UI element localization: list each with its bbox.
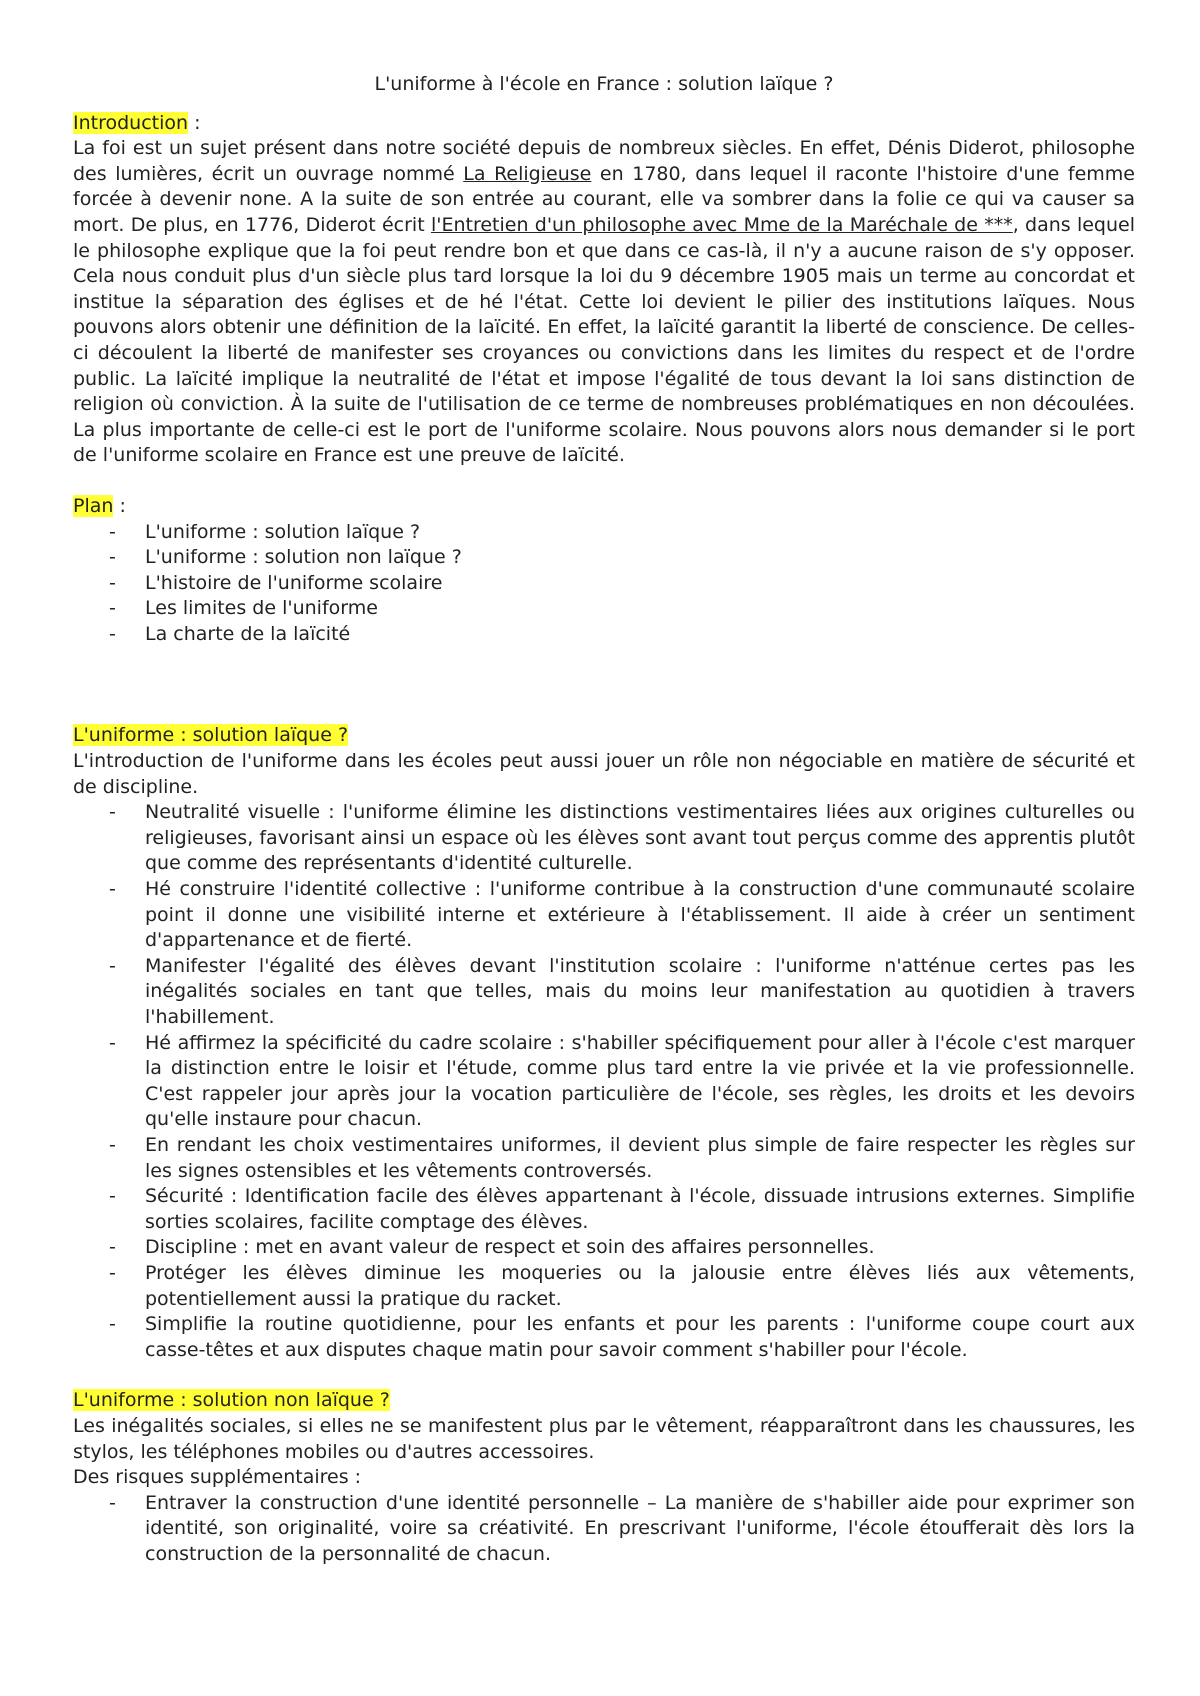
plan-item-text: L'uniforme : solution non laïque ? bbox=[145, 546, 462, 569]
dash-bullet: - bbox=[109, 1236, 116, 1259]
list-item bbox=[73, 1031, 1135, 1133]
intro-text-part2: en 1780, dans lequel il raconte l'histoire d'une femme forcée à devenir none. A la suite de son entrée au courant, elle va sombrer dans la folie ce qui va causer sa mort. De plus, en 1776, Diderot écrit bbox=[73, 162, 1135, 236]
list-item bbox=[73, 1184, 1135, 1235]
list-item-text: Hé affirmez la spécificité du cadre scolaire : s'habiller spécifiquement pour aller à l'école c'est marquer la distinction entre le loisir et l'étude, comme plus tard entre la vie privée et la vie professionnelle. C'est rappeler jour après jour la vocation particulière de l'école, ses règles, les droits et les devoirs qu'elle instaure pour chacun. bbox=[145, 1031, 1135, 1131]
list-item-text: En rendant les choix vestimentaires uniformes, il devient plus simple de faire respecter les règles sur les signes ostensibles et les vêtements controversés. bbox=[145, 1133, 1135, 1182]
list-item-text: Simplifie la routine quotidienne, pour les enfants et pour les parents : l'uniforme coupe court aux casse-têtes et aux disputes chaque matin pour savoir comment s'habiller pour l'école. bbox=[145, 1313, 1135, 1361]
list-item bbox=[73, 1133, 1135, 1184]
dash-bullet: - bbox=[109, 954, 116, 977]
plan-item-text: La charte de la laïcité bbox=[145, 622, 351, 645]
section1-heading-line bbox=[73, 723, 1135, 749]
book-title-religieuse: La Religieuse bbox=[463, 162, 592, 185]
list-item-text: Sécurité : Identification facile des élèves appartenant à l'école, dissuade intrusions externes. Simplifie sorties scolaires, facilite comptage des élèves. bbox=[145, 1185, 1135, 1233]
list-item-text: Entraver la construction d'une identité personnelle – La manière de s'habiller aide pour exprimer son identité, son originalité, voire sa créativité. En prescrivant l'uniforme, l'école étoufferait dès lors la construction de la personnalité de chacun. bbox=[145, 1491, 1135, 1565]
dash-bullet: - bbox=[109, 546, 116, 569]
intro-heading-line bbox=[73, 111, 1135, 137]
plan-heading-suffix: : bbox=[113, 494, 126, 517]
plan-item bbox=[73, 545, 1135, 571]
intro-heading-suffix: : bbox=[188, 111, 201, 134]
dash-bullet: - bbox=[109, 1261, 116, 1284]
dash-bullet: - bbox=[109, 878, 116, 901]
dash-bullet: - bbox=[109, 1133, 116, 1156]
book-title-entretien: l'Entretien d'un philosophe avec Mme de la Maréchale de *** bbox=[430, 213, 1013, 236]
list-item bbox=[73, 1261, 1135, 1312]
list-item-text: Neutralité visuelle : l'uniforme élimine les distinctions vestimentaires liées aux origines culturelles ou religieuses, favorisant ainsi un espace où les élèves sont avant tout perçus comme des apprentis plutôt que comme des représentants d'identité culturelle. bbox=[145, 801, 1135, 875]
list-item bbox=[73, 1312, 1135, 1363]
list-item-text: Manifester l'égalité des élèves devant l'institution scolaire : l'uniforme n'atténue certes pas les inégalités sociales en tant que telles, mais du moins leur manifestation au quotidien à travers l'habillement. bbox=[145, 954, 1135, 1028]
section1-heading: L'uniforme : solution laïque ? bbox=[73, 724, 349, 747]
list-item-text: Discipline : met en avant valeur de respect et soin des affaires personnelles. bbox=[145, 1236, 875, 1259]
document-page bbox=[73, 72, 1135, 1567]
dash-bullet: - bbox=[109, 1491, 116, 1514]
plan-item-text: L'histoire de l'uniforme scolaire bbox=[145, 571, 443, 594]
intro-text-part3: , dans lequel le philosophe explique que la foi peut rendre bon et que dans ce cas-là, il n'y a aucune raison de s'y opposer. Cela nous conduit plus d'un siècle plus tard lorsque la loi du 9 décembre 1905 mais un terme au concordat et institue la séparation des églises et de hé l'état. Cette loi devient le pilier des institutions laïques. Nous pouvons alors obtenir une définition de la laïcité. En effet, la laïcité garantit la liberté de conscience. De celles-ci découlent la liberté de manifester ses croyances ou convictions dans les limites du respect et de l'ordre public. La laïcité implique la neutralité de l'état et impose l'égalité de tous devant la loi sans distinction de religion où conviction. À la suite de l'utilisation de ce terme de nombreuses problématiques en non découlées. La plus importante de celle-ci est le port de l'uniforme scolaire. Nous pouvons alors nous demander si le port de l'uniforme scolaire en France est une preuve de laïcité. bbox=[73, 213, 1135, 467]
section1-intro: L'introduction de l'uniforme dans les écoles peut aussi jouer un rôle non négociable en matière de sécurité et de discipline. bbox=[73, 750, 1135, 798]
intro-heading: Introduction bbox=[73, 111, 189, 134]
dash-bullet: - bbox=[109, 520, 116, 543]
plan-item bbox=[73, 520, 1135, 546]
dash-bullet: - bbox=[109, 1313, 116, 1336]
plan-item bbox=[73, 622, 1135, 648]
section2-heading: L'uniforme : solution non laïque ? bbox=[73, 1389, 390, 1412]
dash-bullet: - bbox=[109, 597, 116, 620]
plan-item bbox=[73, 571, 1135, 597]
spacer bbox=[73, 469, 1135, 494]
dash-bullet: - bbox=[109, 801, 116, 824]
plan-list bbox=[73, 520, 1135, 648]
list-item-text: Hé construire l'identité collective : l'uniforme contribue à la construction d'une communauté scolaire point il donne une visibilité interne et extérieure à l'établissement. Il aide à créer un sentiment d'appartenance et de fierté. bbox=[145, 878, 1135, 952]
spacer bbox=[73, 647, 1135, 723]
intro-paragraph bbox=[73, 136, 1135, 469]
plan-item bbox=[73, 596, 1135, 622]
list-item bbox=[73, 800, 1135, 877]
spacer bbox=[73, 1363, 1135, 1388]
section2-risks-label: Des risques supplémentaires : bbox=[73, 1466, 362, 1489]
list-item bbox=[73, 954, 1135, 1031]
section2-list bbox=[73, 1491, 1135, 1568]
section2-heading-line bbox=[73, 1388, 1135, 1414]
plan-item-text: Les limites de l'uniforme bbox=[145, 597, 378, 620]
dash-bullet: - bbox=[109, 1185, 116, 1208]
dash-bullet: - bbox=[109, 571, 116, 594]
plan-heading: Plan bbox=[73, 494, 114, 517]
list-item bbox=[73, 1491, 1135, 1568]
section2-intro: Les inégalités sociales, si elles ne se manifestent plus par le vêtement, réapparaîtront dans les chaussures, les stylos, les téléphones mobiles ou d'autres accessoires. bbox=[73, 1414, 1135, 1463]
list-item bbox=[73, 877, 1135, 954]
dash-bullet: - bbox=[109, 1031, 116, 1054]
section1-list bbox=[73, 800, 1135, 1363]
document-title: L'uniforme à l'école en France : solution laïque ? bbox=[374, 73, 834, 95]
plan-item-text: L'uniforme : solution laïque ? bbox=[145, 520, 421, 543]
list-item bbox=[73, 1235, 1135, 1261]
intro-text-part1: La foi est un sujet présent dans notre société depuis de nombreux siècles. En effet, Dénis Diderot, philosophe des lumières, écrit un ouvrage nommé bbox=[73, 137, 1135, 185]
list-item-text: Protéger les élèves diminue les moqueries ou la jalousie entre élèves liés aux vêtements, potentiellement aussi la pratique du racket. bbox=[145, 1261, 1135, 1310]
dash-bullet: - bbox=[109, 622, 116, 645]
plan-heading-line bbox=[73, 494, 1135, 520]
